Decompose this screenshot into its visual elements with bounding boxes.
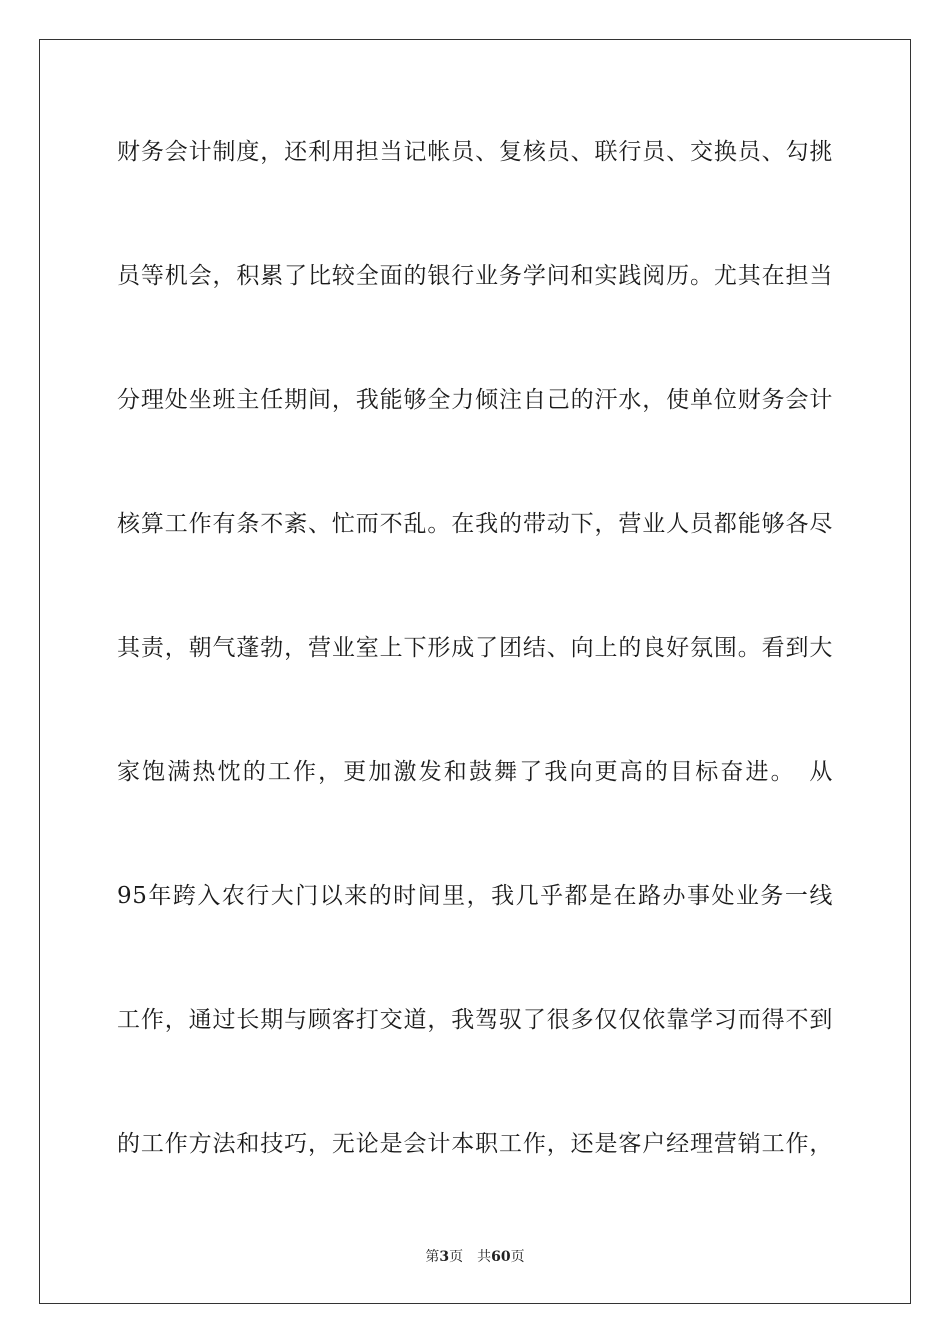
- page-border: [39, 39, 911, 1304]
- page-footer: [0, 1248, 950, 1266]
- body-text-line-9: 的工作方法和技巧，无论是会计本职工作，还是客户经理营销工作，: [117, 1131, 833, 1157]
- body-text-line-5: 其责，朝气蓬勃，营业室上下形成了团结、向上的良好氛围。看到大: [117, 635, 833, 661]
- page-number-suffix: 页: [449, 1249, 464, 1265]
- body-text-line-8: 工作，通过长期与顾客打交道，我驾驭了很多仅仅依靠学习而得不到: [117, 1007, 833, 1033]
- total-pages-suffix: 页: [510, 1249, 525, 1265]
- body-text-line-3: 分理处坐班主任期间，我能够全力倾注自己的汗水，使单位财务会计: [117, 387, 833, 413]
- body-text-line-2: 员等机会，积累了比较全面的银行业务学问和实践阅历。尤其在担当: [117, 263, 833, 289]
- total-pages-number: 60: [491, 1249, 511, 1265]
- body-text-line-1: 财务会计制度，还利用担当记帐员、复核员、联行员、交换员、勾挑: [117, 139, 833, 165]
- current-page-number: 3: [439, 1249, 450, 1265]
- body-text-line-4: 核算工作有条不紊、忙而不乱。在我的带动下，营业人员都能够各尽: [117, 511, 833, 537]
- page-number-prefix: 第: [425, 1249, 440, 1265]
- body-text-line-7: 95年跨入农行大门以来的时间里，我几乎都是在路办事处业务一线: [117, 883, 833, 909]
- body-text-line-6: 家饱满热忱的工作，更加激发和鼓舞了我向更高的目标奋进。 从: [117, 759, 833, 785]
- total-pages-prefix: 共: [477, 1249, 492, 1265]
